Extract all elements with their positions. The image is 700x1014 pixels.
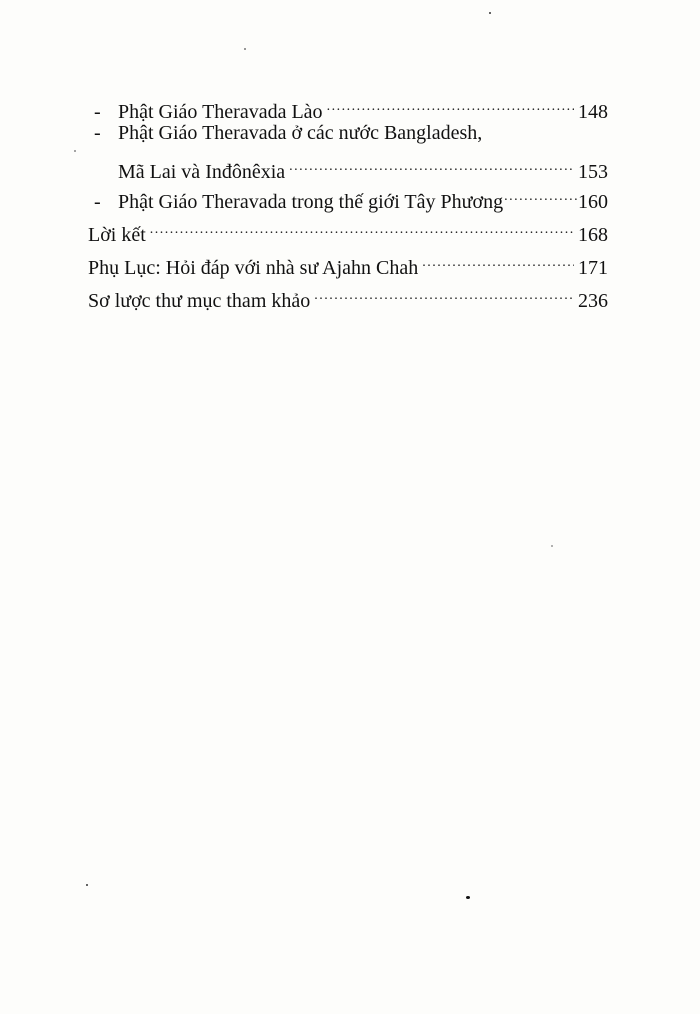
dot-leader (327, 88, 574, 118)
toc-entry (88, 178, 608, 213)
dot-leader (150, 211, 574, 241)
toc-entry-title: Phật Giáo Theravada trong thế giới Tây Phương (118, 191, 504, 213)
dot-leader (289, 148, 574, 178)
list-dash: - (94, 122, 101, 144)
toc-entry (88, 244, 608, 279)
list-dash: - (94, 101, 101, 123)
toc-entry-title-line2: Mã Lai và Inđônêxia (118, 161, 286, 183)
scan-speck (551, 545, 553, 547)
toc-entry (88, 88, 608, 123)
toc-entry-page: 160 (578, 191, 608, 213)
toc-entry-page: 148 (578, 101, 608, 123)
scan-speck (489, 12, 491, 14)
dot-leader (422, 244, 574, 274)
toc-entry (88, 118, 608, 148)
toc-entry (88, 211, 608, 246)
toc-entry-title: Sơ lược thư mục tham khảo (88, 290, 311, 312)
toc-entry-page: 168 (578, 224, 608, 246)
scan-speck (466, 896, 470, 899)
toc-entry-page: 153 (578, 161, 608, 183)
list-dash: - (94, 191, 101, 213)
scan-speck (86, 884, 88, 886)
scan-speck (244, 48, 246, 50)
toc-entry-title: Phụ Lục: Hỏi đáp với nhà sư Ajahn Chah (88, 257, 419, 279)
toc-entry-continuation (88, 148, 608, 183)
dot-leader (314, 277, 574, 307)
toc-entry-title-line1: Phật Giáo Theravada ở các nước Bangladesh, (118, 122, 483, 144)
toc-entry-page: 236 (578, 290, 608, 312)
toc-entry-page: 171 (578, 257, 608, 279)
toc-entry-title: Lời kết (88, 224, 146, 246)
toc-entry (88, 277, 608, 312)
dot-leader (504, 178, 577, 208)
scan-speck (74, 150, 76, 152)
toc-entry-title: Phật Giáo Theravada Lào (118, 101, 323, 123)
table-of-contents (88, 88, 608, 312)
